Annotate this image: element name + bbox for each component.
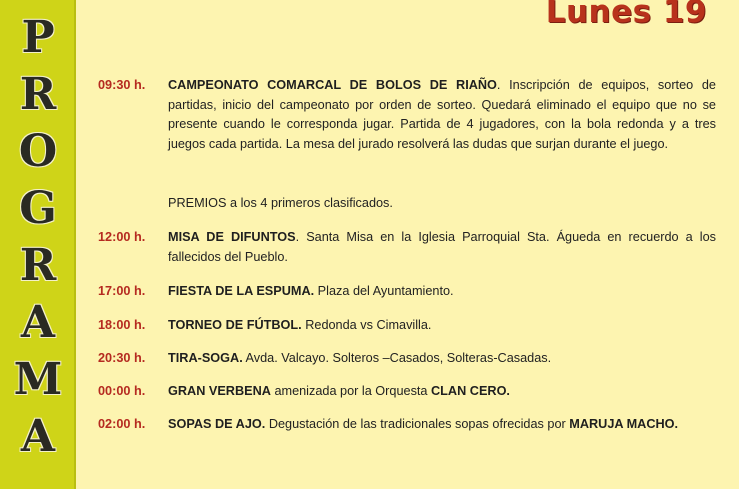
event-description	[168, 76, 716, 154]
sidebar-letter: G	[19, 183, 57, 234]
event-time: 00:00 h.	[98, 384, 146, 398]
event-description	[168, 382, 716, 402]
event-text: Degustación de las tradicionales sopas ofrecidas por	[265, 417, 570, 431]
event-description	[168, 349, 716, 369]
sidebar-letter: P	[21, 12, 55, 63]
event-title-secondary: CLAN CERO.	[431, 384, 510, 398]
event-description	[168, 194, 716, 214]
event-title: CAMPEONATO COMARCAL DE BOLOS DE RIAÑO	[168, 78, 497, 92]
page-title: Lunes 19	[545, 0, 707, 30]
sidebar-letter: A	[20, 411, 56, 462]
event-text: amenizada por la Orquesta	[270, 384, 432, 398]
event-text: Plaza del Ayuntamiento.	[314, 284, 454, 298]
sidebar-letter: O	[18, 126, 58, 177]
event-time: 17:00 h.	[98, 284, 146, 298]
event-text: . Inscripción de equipos, sorteo de partidas, inicio del campeonato por orden de sorteo. Quedará eliminado el equipo que no se presente cuando le corresponda jugar. Partida de 4 jugadores, con la bola redonda y a tres juegos cada partida. La mesa del jurado resolverá las dudas que surjan durante el juego.	[168, 78, 716, 151]
event-title-secondary: MARUJA MACHO.	[569, 417, 679, 431]
sidebar-letter: A	[20, 297, 56, 348]
event-text: . Santa Misa en la Iglesia Parroquial Sta. Águeda en recuerdo a los fallecidos del Pueblo.	[168, 230, 716, 264]
event-time: 09:30 h.	[98, 78, 146, 92]
event-text: PREMIOS a los 4 primeros clasificados.	[168, 196, 393, 210]
event-description	[168, 282, 716, 302]
event-text: Redonda vs Cimavilla.	[301, 318, 432, 332]
event-title: GRAN VERBENA	[168, 384, 271, 398]
event-title: FIESTA DE LA ESPUMA.	[168, 284, 315, 298]
event-title: TORNEO DE FÚTBOL.	[168, 318, 302, 332]
event-time: 18:00 h.	[98, 318, 146, 332]
event-time: 20:30 h.	[98, 351, 146, 365]
event-title: MISA DE DIFUNTOS	[168, 230, 296, 244]
sidebar-letter: M	[13, 354, 63, 405]
event-description	[168, 228, 716, 267]
sidebar-letter: R	[19, 240, 57, 291]
event-title: TIRA-SOGA.	[168, 351, 243, 365]
sidebar-letter: R	[19, 69, 57, 120]
event-time: 02:00 h.	[98, 417, 146, 431]
event-text: Avda. Valcayo. Solteros –Casados, Solteras-Casadas.	[242, 351, 552, 365]
event-title: SOPAS DE AJO.	[168, 417, 266, 431]
event-description	[168, 415, 716, 435]
sidebar-programa	[0, 0, 76, 489]
event-description	[168, 316, 716, 336]
event-time: 12:00 h.	[98, 230, 146, 244]
